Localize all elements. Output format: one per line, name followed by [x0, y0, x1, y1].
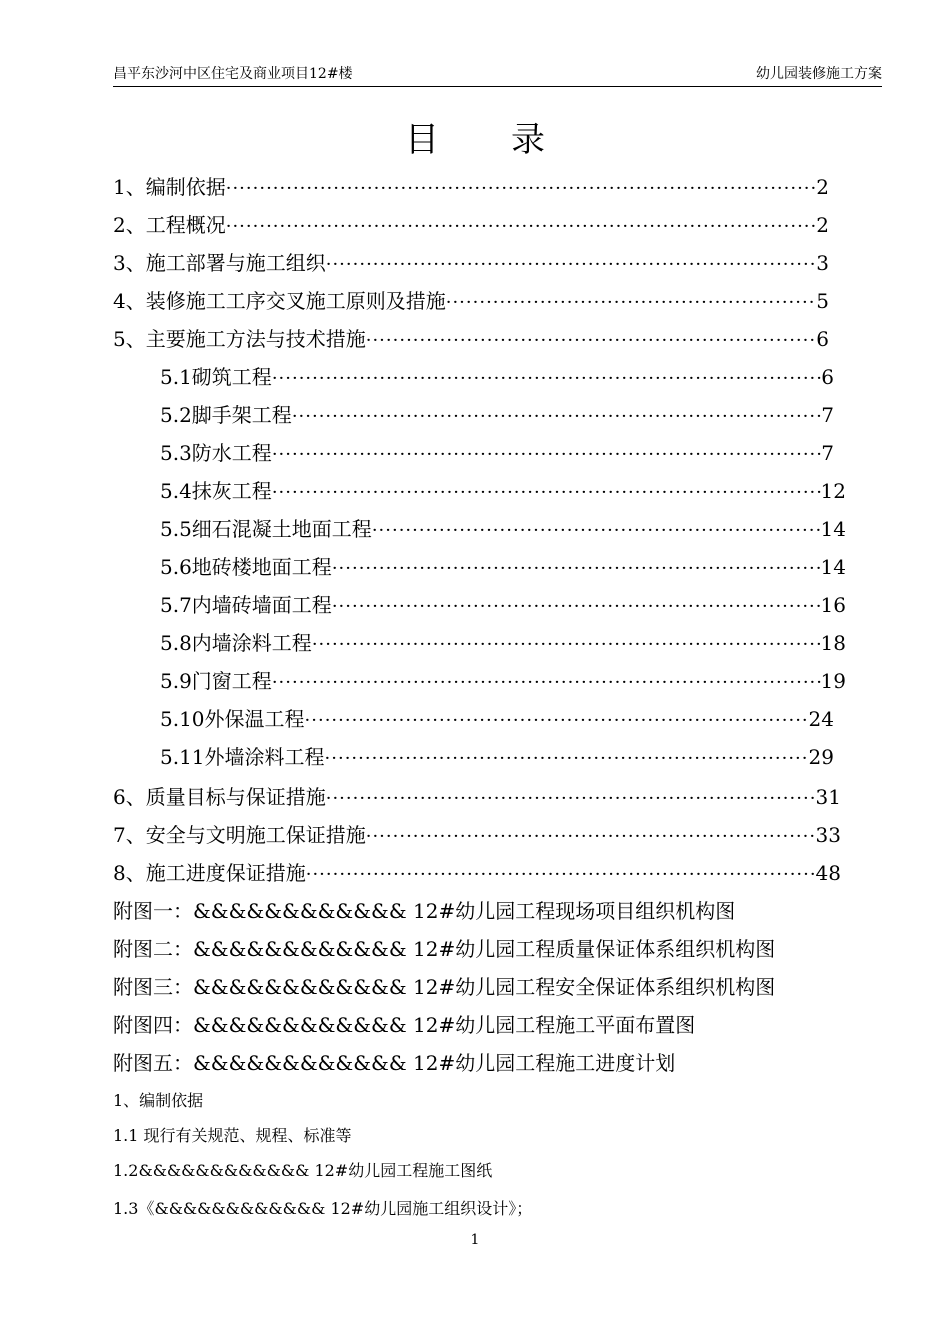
toc-item-label: 5.5细石混凝土地面工程	[160, 517, 372, 541]
toc-item-label: 5.2脚手架工程	[160, 403, 292, 427]
toc-item-page: 2	[816, 213, 829, 237]
toc-leader-dots	[332, 592, 821, 620]
toc-item-label: 2、工程概况	[113, 213, 226, 237]
toc-item[interactable]	[160, 704, 834, 734]
toc-item[interactable]	[113, 820, 841, 850]
toc-leader-dots	[272, 478, 821, 506]
toc-item[interactable]	[113, 172, 829, 202]
toc-item-label: 5、主要施工方法与技术措施	[113, 327, 366, 351]
toc-leader-dots	[366, 326, 817, 354]
toc-item[interactable]	[113, 210, 829, 240]
toc-item-page: 5	[816, 289, 829, 313]
toc-item[interactable]	[160, 514, 846, 544]
toc-leader-dots	[272, 364, 821, 392]
toc-leader-dots	[312, 630, 821, 658]
toc-item[interactable]	[113, 248, 829, 278]
toc-item-label: 5.10外保温工程	[160, 707, 305, 731]
toc-item-label: 5.9门窗工程	[160, 669, 272, 693]
toc-leader-dots	[325, 744, 809, 772]
toc-leader-dots	[226, 174, 817, 202]
toc-item[interactable]	[160, 400, 834, 430]
toc-leader-dots	[272, 440, 821, 468]
toc-item-label: 4、装修施工工序交叉施工原则及措施	[113, 289, 446, 313]
toc-leader-dots	[326, 784, 816, 812]
toc-item-page: 2	[816, 175, 829, 199]
toc-item[interactable]	[113, 286, 829, 316]
appendix-item[interactable]: 附图二：&&&&&&&&&&&& 12#幼儿园工程质量保证体系组织机构图	[113, 937, 776, 961]
toc-item[interactable]	[160, 742, 834, 772]
toc-item-page: 6	[821, 365, 834, 389]
appendix-item[interactable]: 附图四：&&&&&&&&&&&& 12#幼儿园工程施工平面布置图	[113, 1013, 696, 1037]
toc-item-page: 16	[820, 593, 846, 617]
appendix-item[interactable]: 附图三：&&&&&&&&&&&& 12#幼儿园工程安全保证体系组织机构图	[113, 975, 776, 999]
toc-item-label: 1、编制依据	[113, 175, 226, 199]
toc-item-label: 5.8内墙涂料工程	[160, 631, 312, 655]
toc-item-label: 3、施工部署与施工组织	[113, 251, 326, 275]
appendix-item[interactable]: 附图五：&&&&&&&&&&&& 12#幼儿园工程施工进度计划	[113, 1051, 676, 1075]
toc-item-page: 19	[820, 669, 846, 693]
header-project-name: 昌平东沙河中区住宅及商业项目12#楼	[113, 66, 353, 82]
toc-item-page: 12	[820, 479, 846, 503]
toc-item-label: 5.1砌筑工程	[160, 365, 272, 389]
toc-item-page: 7	[821, 441, 834, 465]
toc-leader-dots	[326, 250, 817, 278]
page-header	[113, 62, 882, 87]
toc-item-label: 5.6地砖楼地面工程	[160, 555, 332, 579]
toc-item-page: 14	[820, 555, 846, 579]
toc-item-label: 5.3防水工程	[160, 441, 272, 465]
toc-item[interactable]	[160, 590, 846, 620]
toc-leader-dots	[226, 212, 817, 240]
toc-item[interactable]	[113, 324, 829, 354]
toc-item-page: 31	[815, 785, 841, 809]
toc-item[interactable]	[160, 362, 834, 392]
toc-item-label: 7、安全与文明施工保证措施	[113, 823, 366, 847]
body-text-line: 1.2&&&&&&&&&&&& 12#幼儿园工程施工图纸	[113, 1161, 493, 1180]
toc-item[interactable]	[160, 476, 846, 506]
toc-item-label: 5.11外墙涂料工程	[160, 745, 325, 769]
toc-item[interactable]	[160, 628, 846, 658]
toc-item-page: 24	[808, 707, 834, 731]
toc-item[interactable]	[113, 858, 841, 888]
appendix-item[interactable]: 附图一：&&&&&&&&&&&& 12#幼儿园工程现场项目组织机构图	[113, 899, 736, 923]
header-document-name: 幼儿园装修施工方案	[756, 66, 882, 82]
toc-item-page: 29	[808, 745, 834, 769]
toc-item-label: 8、施工进度保证措施	[113, 861, 306, 885]
toc-leader-dots	[272, 668, 821, 696]
toc-item-page: 6	[816, 327, 829, 351]
toc-item-label: 5.7内墙砖墙面工程	[160, 593, 332, 617]
toc-item-page: 18	[820, 631, 846, 655]
toc-title: 目录	[405, 120, 617, 160]
toc-item-page: 7	[821, 403, 834, 427]
toc-leader-dots	[306, 860, 816, 888]
toc-item[interactable]	[160, 552, 846, 582]
toc-leader-dots	[366, 822, 816, 850]
toc-leader-dots	[332, 554, 821, 582]
body-text-line: 1.1 现行有关规范、规程、标准等	[113, 1126, 352, 1145]
section-heading: 1、编制依据	[113, 1091, 204, 1110]
toc-item-page: 14	[820, 517, 846, 541]
toc-leader-dots	[372, 516, 821, 544]
toc-item[interactable]	[113, 782, 841, 812]
toc-leader-dots	[292, 402, 821, 430]
toc-item[interactable]	[160, 438, 834, 468]
toc-item[interactable]	[160, 666, 846, 696]
toc-item-label: 5.4抹灰工程	[160, 479, 272, 503]
toc-item-page: 48	[815, 861, 841, 885]
body-text-line: 1.3《&&&&&&&&&&&& 12#幼儿园施工组织设计》；	[113, 1199, 533, 1218]
toc-item-page: 3	[816, 251, 829, 275]
toc-item-page: 33	[815, 823, 841, 847]
toc-leader-dots	[305, 706, 809, 734]
page-number: 1	[470, 1232, 480, 1248]
toc-item-label: 6、质量目标与保证措施	[113, 785, 326, 809]
toc-leader-dots	[446, 288, 817, 316]
